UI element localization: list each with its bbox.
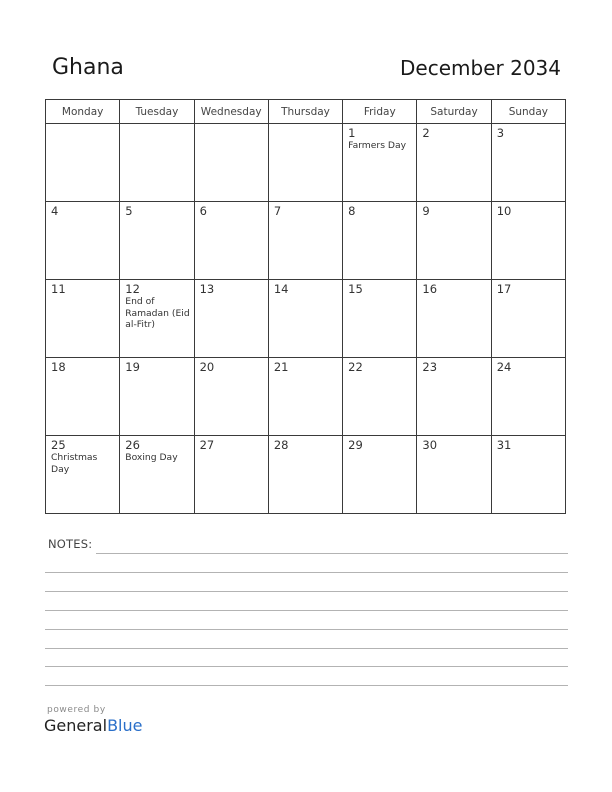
day-number: 2 xyxy=(422,126,430,140)
holiday-label: Boxing Day xyxy=(125,452,178,463)
day-cell xyxy=(343,358,417,436)
week-row xyxy=(46,280,566,358)
day-number: 3 xyxy=(496,126,505,140)
day-cell xyxy=(417,358,491,436)
day-cell xyxy=(491,280,565,358)
powered-by-text: powered by xyxy=(47,705,106,715)
weekday-header: Wednesday xyxy=(194,100,268,124)
day-cell xyxy=(343,202,417,280)
note-line xyxy=(45,629,568,630)
day-number: 25 xyxy=(51,438,66,452)
day-cell xyxy=(194,436,268,514)
day-cell xyxy=(46,124,120,202)
day-number: 19 xyxy=(125,360,140,374)
brand-logo xyxy=(44,716,142,735)
day-number: 16 xyxy=(422,282,438,296)
day-number: 1 xyxy=(348,126,356,140)
day-cell xyxy=(491,202,565,280)
week-row xyxy=(46,436,566,514)
day-number: 11 xyxy=(51,282,66,296)
day-cell xyxy=(343,280,417,358)
week-row xyxy=(46,358,566,436)
day-number: 24 xyxy=(496,360,512,374)
calendar-grid xyxy=(45,99,566,514)
day-cell xyxy=(268,358,342,436)
month-title: December 2034 xyxy=(400,56,561,80)
note-line xyxy=(45,591,568,592)
note-line xyxy=(45,685,568,686)
day-cell xyxy=(417,436,491,514)
day-number: 12 xyxy=(125,282,140,296)
day-cell xyxy=(46,202,120,280)
day-number: 17 xyxy=(496,282,512,296)
day-number: 7 xyxy=(273,204,282,218)
day-number: 27 xyxy=(199,438,215,452)
day-number: 20 xyxy=(199,360,215,374)
day-cell xyxy=(120,124,194,202)
day-cell xyxy=(343,436,417,514)
day-cell xyxy=(268,436,342,514)
day-number: 29 xyxy=(348,438,363,452)
day-cell xyxy=(46,280,120,358)
day-cell xyxy=(268,202,342,280)
day-cell xyxy=(46,436,120,514)
day-number: 22 xyxy=(348,360,363,374)
note-line xyxy=(45,610,568,611)
brand-name-part2: Blue xyxy=(107,716,143,735)
day-cell xyxy=(120,436,194,514)
weekday-header: Thursday xyxy=(268,100,342,124)
day-number: 28 xyxy=(273,438,289,452)
brand-name-part1: General xyxy=(44,716,108,735)
day-cell xyxy=(491,358,565,436)
day-number: 15 xyxy=(348,282,363,296)
weekday-header-row xyxy=(46,100,566,124)
day-cell xyxy=(491,436,565,514)
weekday-header: Monday xyxy=(46,100,120,124)
week-row xyxy=(46,124,566,202)
week-row xyxy=(46,202,566,280)
day-number: 14 xyxy=(273,282,289,296)
day-cell xyxy=(194,124,268,202)
day-cell xyxy=(417,124,491,202)
note-line xyxy=(45,572,568,573)
day-number: 10 xyxy=(496,204,512,218)
holiday-label: Farmers Day xyxy=(348,140,407,151)
country-title: Ghana xyxy=(52,55,124,80)
day-number: 21 xyxy=(273,360,289,374)
day-cell xyxy=(120,202,194,280)
weekday-header: Sunday xyxy=(491,100,565,124)
day-cell xyxy=(194,202,268,280)
day-number: 13 xyxy=(199,282,215,296)
day-cell xyxy=(417,280,491,358)
day-cell xyxy=(268,280,342,358)
day-number: 9 xyxy=(422,204,430,218)
weekday-header: Friday xyxy=(343,100,417,124)
day-number: 31 xyxy=(496,438,512,452)
note-line xyxy=(45,648,568,649)
holiday-label: End of Ramadan (Eid al-Fitr) xyxy=(125,296,190,330)
notes-label: NOTES: xyxy=(48,537,93,551)
day-cell xyxy=(268,124,342,202)
day-cell xyxy=(120,280,194,358)
weekday-header: Tuesday xyxy=(120,100,194,124)
day-number: 26 xyxy=(125,438,140,452)
day-cell xyxy=(194,358,268,436)
day-number: 30 xyxy=(422,438,438,452)
day-cell xyxy=(194,280,268,358)
day-number: 4 xyxy=(51,204,59,218)
day-cell xyxy=(343,124,417,202)
day-number: 18 xyxy=(51,360,66,374)
day-cell xyxy=(417,202,491,280)
note-line xyxy=(45,666,568,667)
day-cell xyxy=(491,124,565,202)
weekday-header: Saturday xyxy=(417,100,491,124)
day-number: 8 xyxy=(348,204,356,218)
day-number: 6 xyxy=(199,204,207,218)
note-line xyxy=(96,553,568,554)
day-cell xyxy=(120,358,194,436)
day-cell xyxy=(46,358,120,436)
day-number: 5 xyxy=(125,204,133,218)
holiday-label: Christmas Day xyxy=(51,452,98,475)
day-number: 23 xyxy=(422,360,438,374)
